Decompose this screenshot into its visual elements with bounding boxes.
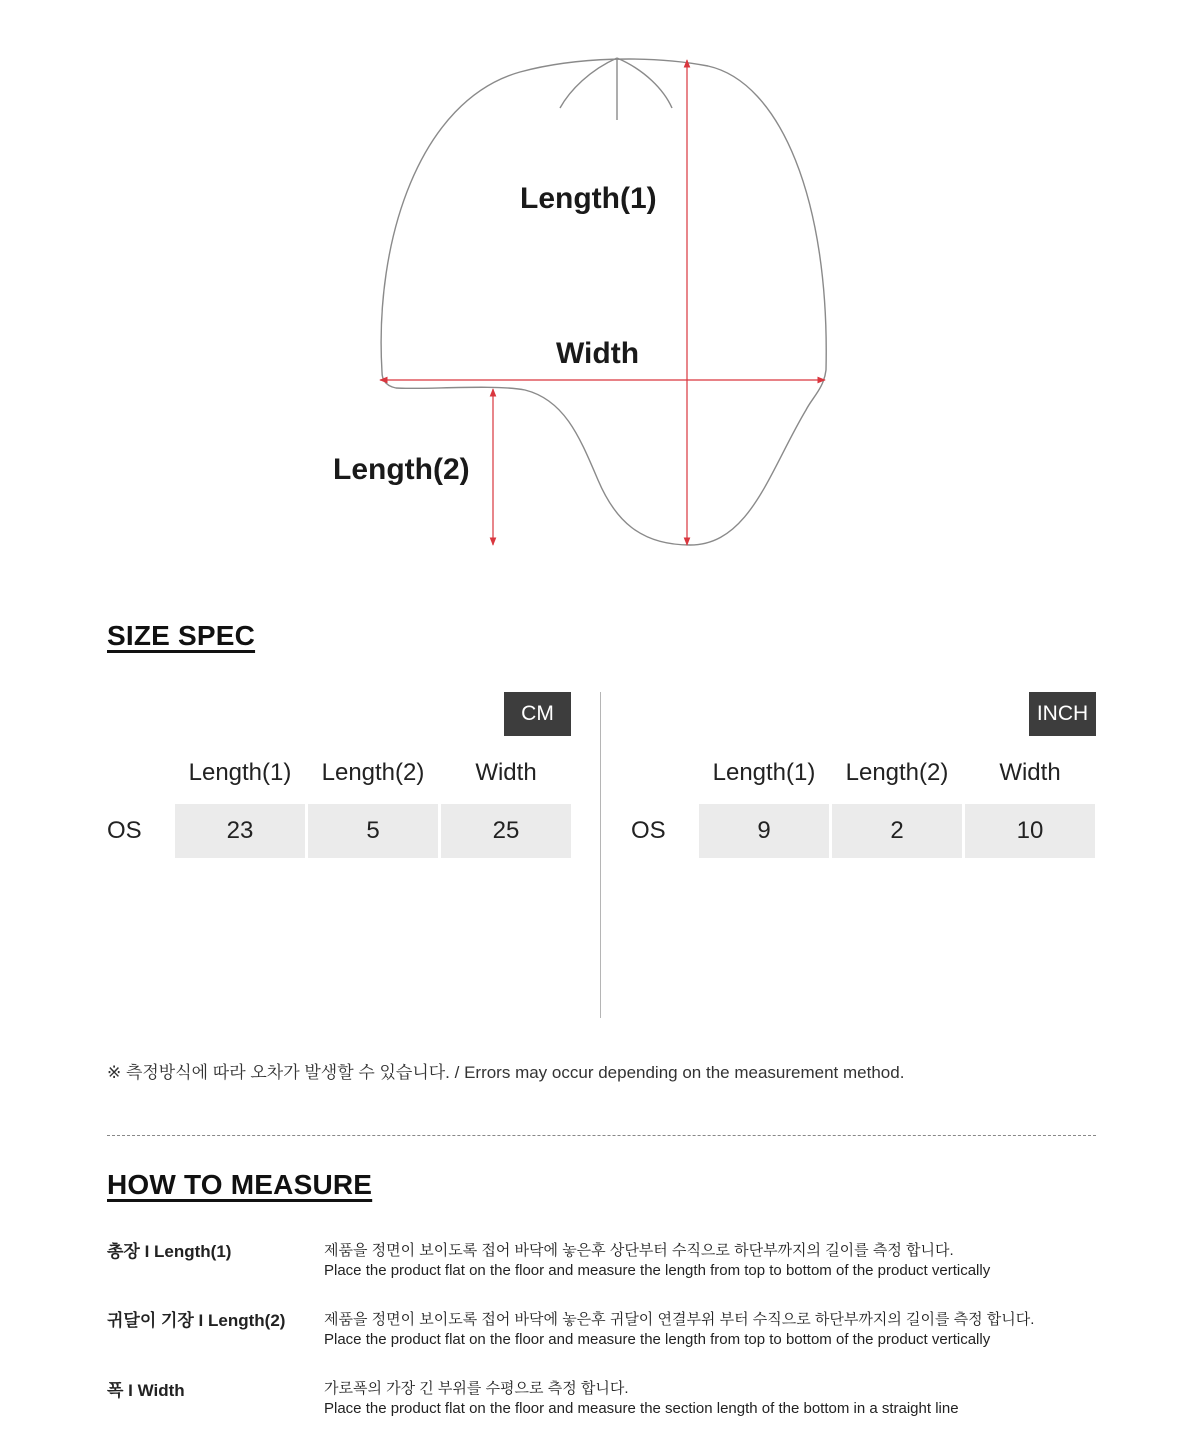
inch-col-width: Width — [999, 759, 1061, 786]
length2-label: Length(2) — [333, 453, 470, 486]
inch-row-label: OS — [631, 817, 666, 844]
unit-badge-inch: INCH — [1029, 692, 1096, 736]
inch-col-length1: Length(1) — [712, 759, 816, 786]
how-to-measure-title: HOW TO MEASURE — [107, 1169, 373, 1200]
length1-label: Length(1) — [520, 182, 657, 215]
measurement-note: ※ 측정방식에 따라 오차가 발생할 수 있습니다. / Errors may occur depending on the measurement method. — [107, 1063, 905, 1082]
measure-item-ko: 제품을 정면이 보이도록 접어 바닥에 놓은후 상단부터 수직으로 하단부까지의 길이를 측정 합니다. — [324, 1242, 954, 1259]
measure-item-name: 폭 I Width — [107, 1381, 185, 1400]
crown-seam — [617, 58, 672, 108]
hat-outline-svg — [0, 0, 1201, 580]
cm-cell-width: 25 — [441, 804, 571, 858]
dashed-divider — [107, 1135, 1096, 1136]
measure-item-name: 귀달이 기장 I Length(2) — [107, 1311, 286, 1330]
size-spec-title: SIZE SPEC — [107, 620, 256, 651]
inch-cell-width: 10 — [965, 804, 1095, 858]
inch-col-length2: Length(2) — [845, 759, 949, 786]
measure-item-ko: 가로폭의 가장 긴 부위를 수평으로 측정 합니다. — [324, 1380, 629, 1397]
measure-item-ko: 제품을 정면이 보이도록 접어 바닥에 놓은후 귀달이 연결부위 부터 수직으로 하단부까지의 길이를 측정 합니다. — [324, 1311, 1035, 1328]
measure-item-en: Place the product flat on the floor and measure the length from top to bottom of the product vertically — [324, 1262, 991, 1279]
measure-item-en: Place the product flat on the floor and measure the section length of the bottom in a straight line — [324, 1400, 959, 1417]
inch-cell-length1: 9 — [699, 804, 829, 858]
unit-badge-cm: CM — [504, 692, 571, 736]
measure-item-name: 총장 I Length(1) — [107, 1242, 232, 1261]
cm-row-label: OS — [107, 817, 142, 844]
cm-cell-length2: 5 — [308, 804, 438, 858]
cm-col-length1: Length(1) — [188, 759, 292, 786]
measure-item-en: Place the product flat on the floor and measure the length from top to bottom of the product vertically — [324, 1331, 991, 1348]
cm-cell-length1: 23 — [175, 804, 305, 858]
width-label: Width — [556, 337, 640, 370]
inch-cell-length2: 2 — [832, 804, 962, 858]
crown-seam — [560, 58, 617, 108]
cm-col-width: Width — [475, 759, 537, 786]
cm-col-length2: Length(2) — [321, 759, 425, 786]
table-divider — [600, 692, 601, 1018]
